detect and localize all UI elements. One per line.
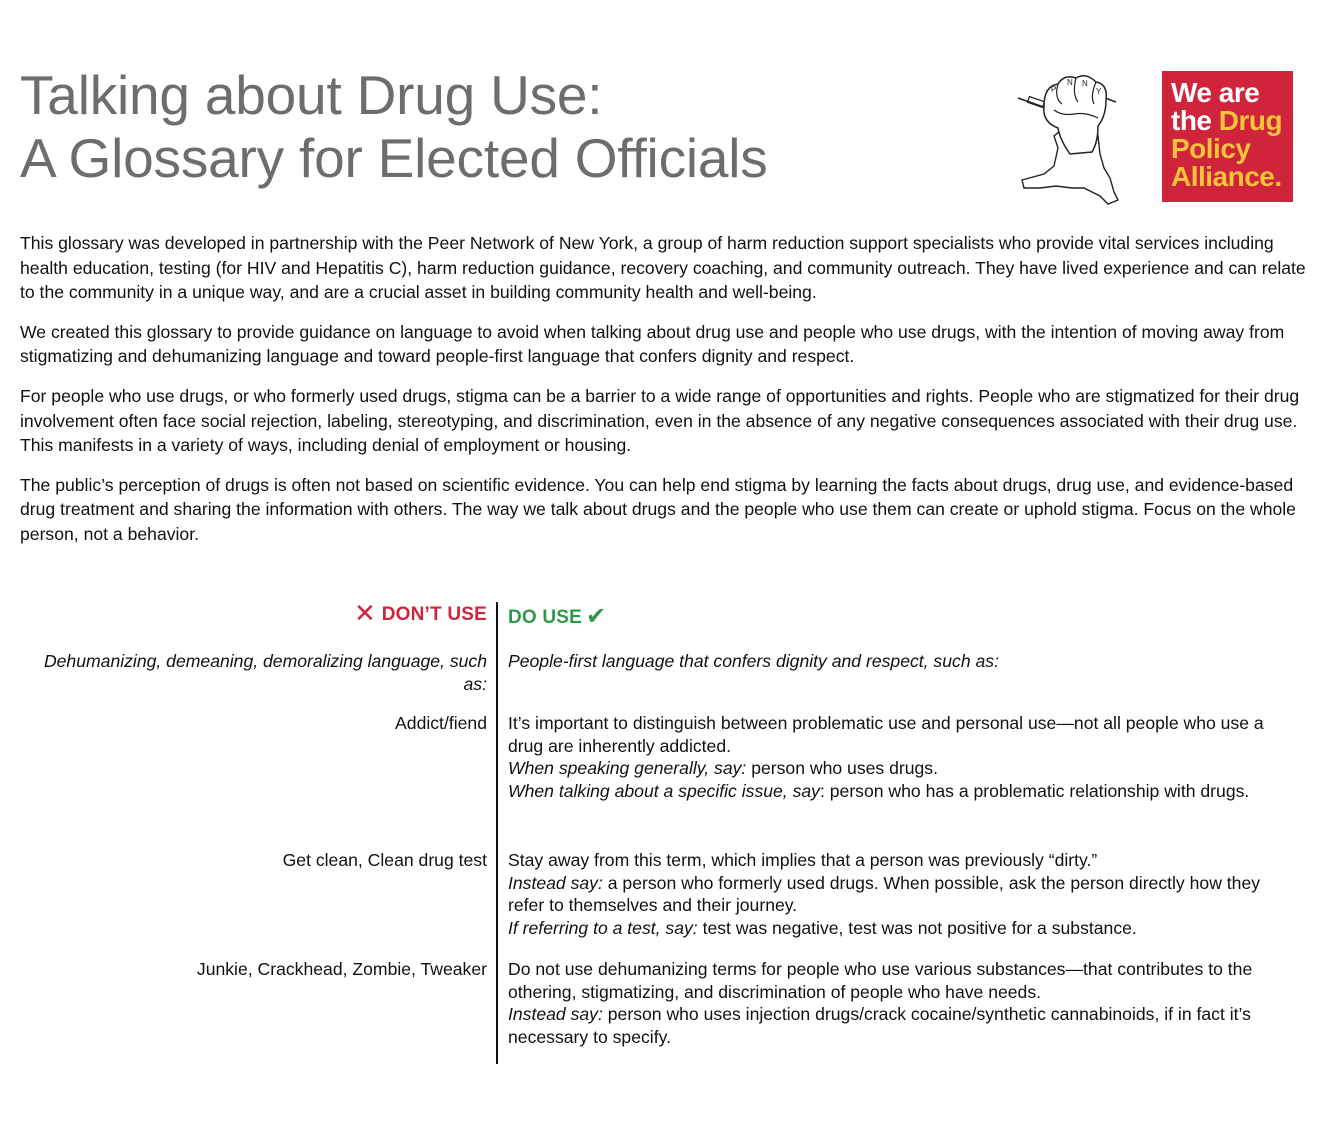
dpa-line-3: Policy: [1171, 133, 1251, 164]
guidance-get-clean: [508, 849, 1298, 939]
term-get-clean: Get clean, Clean drug test: [282, 850, 487, 870]
pnny-letter-y: Y: [1096, 87, 1102, 96]
guidance-text: Stay away from this term, which implies that a person was previously “dirty.”: [508, 850, 1098, 870]
intro-paragraph-2: We created this glossary to provide guidance on language to avoid when talking about drug use and people who use drugs, with the intention of moving away from stigmatizing and dehumanizing language and toward people-first language that confers dignity and respect.: [20, 321, 1285, 367]
pnny-letter-p: P: [1051, 85, 1057, 94]
x-mark-icon: ✕: [353, 598, 376, 628]
guidance-text: When speaking generally, say: person who uses drugs.: [508, 758, 938, 779]
intro-section: [20, 231, 1310, 562]
dpa-line-1: We are: [1171, 77, 1260, 108]
guidance-junkie: [508, 958, 1298, 1048]
dpa-line-4: Alliance.: [1171, 161, 1282, 192]
guidance-addict: [508, 712, 1298, 802]
guidance-text: Instead say: person who uses injection drugs/crack cocaine/synthetic cannabinoids, if in fact it’s necessary to specify.: [508, 1004, 1251, 1047]
title-line-1: Talking about Drug Use:: [20, 64, 603, 126]
guidance-text: Do not use dehumanizing terms for people who use various substances—that contributes to the othering, stigmatizing, and discrimination of people who have needs.: [508, 959, 1253, 1002]
term-addict: Addict/fiend: [395, 713, 487, 733]
drug-policy-alliance-logo: [1162, 71, 1293, 202]
guidance-text: It’s important to distinguish between problematic use and personal use—not all people who use a drug are inherently addicted.: [508, 713, 1264, 756]
check-mark-icon: ✔: [586, 603, 607, 630]
dpa-line-2: the Drug: [1171, 105, 1283, 136]
guidance-text: When talking about a specific issue, say: person who has a problematic relationship with drugs.: [508, 780, 1250, 801]
raised-fist-syringe-new-york-icon: [1014, 70, 1124, 210]
do-use-heading: DO USE ✔: [508, 603, 607, 630]
intro-paragraph-1: This glossary was developed in partnership with the Peer Network of New York, a group of harm reduction support specialists who provide vital services including health education, testing (for HIV and Hepatitis C), harm reduction guidance, recovery coaching, and community outreach. They have lived experience and can relate to the community in a unique way, and are a crucial asset in building community health and well-being.: [20, 233, 1306, 303]
pnny-letter-n2: N: [1082, 79, 1088, 88]
do-use-intro: People-first language that confers dignity and respect, such as:: [508, 651, 999, 671]
column-divider: [496, 602, 498, 1064]
title-line-2: A Glossary for Elected Officials: [20, 127, 768, 189]
dont-use-heading: ✕ DON’T USE: [353, 598, 487, 628]
pnny-letter-n1: N: [1067, 78, 1073, 87]
guidance-text: Instead say: a person who formerly used drugs. When possible, ask the person directly how they refer to themselves and their journey.: [508, 872, 1261, 916]
intro-paragraph-3: For people who use drugs, or who formerly used drugs, stigma can be a barrier to a wide range of opportunities and rights. People who are stigmatized for their drug involvement often face social rejection, labeling, stereotyping, and discrimination, even in the absence of any negative consequences associated with their drug use. This manifests in a variety of ways, including denial of employment or housing.: [20, 385, 1300, 456]
page-title: [20, 64, 768, 190]
intro-paragraph-4: The public’s perception of drugs is often not based on scientific evidence. You can help end stigma by learning the facts about drugs, drug use, and evidence-based drug treatment and sharing the information with others. The way we talk about drugs and the people who use them can create or uphold stigma. Focus on the whole person, not a behavior.: [20, 474, 1296, 544]
term-junkie: Junkie, Crackhead, Zombie, Tweaker: [196, 959, 487, 979]
dont-use-intro: Dehumanizing, demeaning, demoralizing language, such as:: [43, 651, 487, 694]
guidance-text: If referring to a test, say: test was negative, test was not positive for a substance.: [508, 917, 1137, 938]
